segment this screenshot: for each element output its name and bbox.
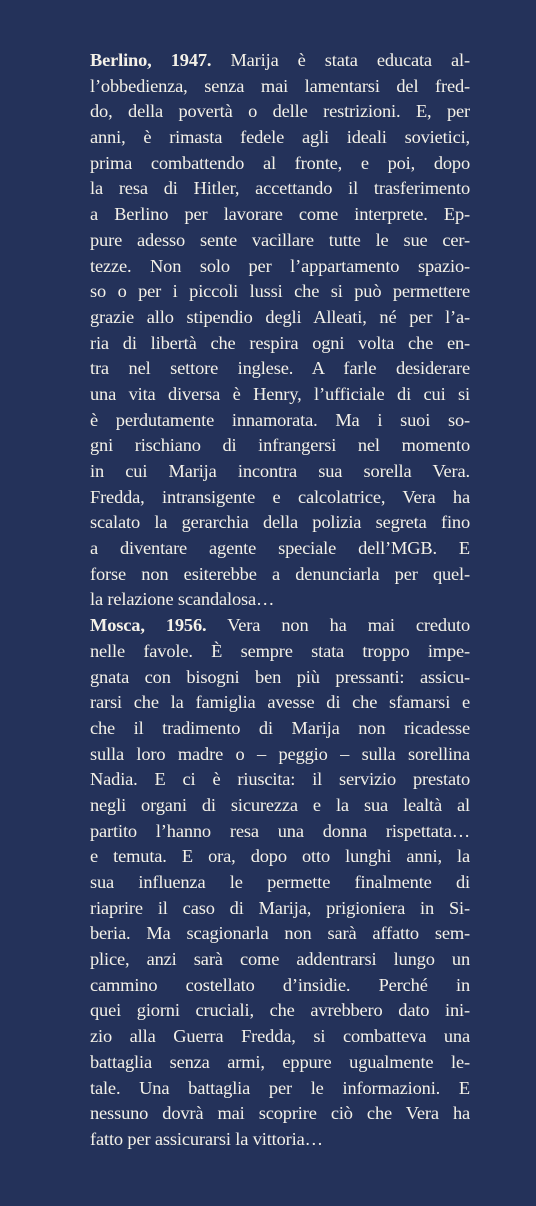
synopsis-line: tale. Una battaglia per le informazioni. E [90, 1077, 470, 1098]
synopsis-line: plice, anzi sarà come addentrarsi lungo un [90, 949, 470, 970]
synopsis-line: Nadia. E ci è riuscita: il servizio prestato [90, 769, 470, 790]
synopsis-line: anni, è rimasta fedele agli ideali sovietici, [90, 127, 470, 148]
synopsis-text [90, 48, 470, 1153]
synopsis-line: do, della povertà o delle restrizioni. E, per [90, 101, 470, 122]
synopsis-line: fatto per assicurarsi la vittoria… [90, 1128, 323, 1149]
synopsis-line: grazie allo stipendio degli Alleati, né per l’a- [90, 306, 470, 327]
synopsis-line: partito l’hanno resa una donna rispettata… [90, 820, 470, 841]
synopsis-line: gnata con bisogni ben più pressanti: assicu- [90, 666, 470, 687]
synopsis-line: quei giorni cruciali, che avrebbero dato ini- [90, 1000, 470, 1021]
synopsis-line: l’obbedienza, senza mai lamentarsi del fred- [90, 75, 470, 96]
synopsis-line [90, 48, 470, 74]
synopsis-line: cammino costellato d’insidie. Perché in [90, 974, 470, 995]
synopsis-line: Fredda, intransigente e calcolatrice, Vera ha [90, 486, 470, 507]
synopsis-line: so o per i piccoli lussi che si può permettere [90, 281, 470, 302]
synopsis-line: negli organi di sicurezza e la sua lealtà al [90, 794, 470, 815]
synopsis-line: è perdutamente innamorata. Ma i suoi so- [90, 409, 470, 430]
synopsis-line: a diventare agente speciale dell’MGB. E [90, 538, 470, 559]
synopsis-line: scalato la gerarchia della polizia segreta fino [90, 512, 470, 533]
synopsis-line: prima combattendo al fronte, e poi, dopo [90, 152, 470, 173]
synopsis-line: la resa di Hitler, accettando il trasferimento [90, 178, 470, 199]
synopsis-line: beria. Ma scagionarla non sarà affatto sem- [90, 923, 470, 944]
synopsis-line: sua influenza le permette finalmente di [90, 872, 470, 892]
synopsis-line: tezze. Non solo per l’appartamento spazio- [90, 255, 470, 276]
section-heading-mosca: Mosca, 1956. [90, 615, 207, 636]
synopsis-line: nessuno dovrà mai scoprire ciò che Vera ha [90, 1103, 470, 1124]
section-text: Vera non ha mai creduto [206, 615, 470, 636]
synopsis-line: in cui Marija incontra sua sorella Vera. [90, 461, 470, 481]
synopsis-line: nelle favole. È sempre stata troppo impe- [90, 640, 470, 661]
synopsis-line: che il tradimento di Marija non ricadesse [90, 717, 470, 738]
synopsis-line: ria di libertà che respira ogni volta che en- [90, 332, 470, 353]
synopsis-line: gni rischiano di infrangersi nel momento [90, 435, 470, 456]
synopsis-line: zio alla Guerra Fredda, si combatteva una [90, 1026, 470, 1047]
section-heading-berlino: Berlino, 1947. [90, 50, 212, 70]
synopsis-line [90, 613, 470, 639]
synopsis-line: sulla loro madre o – peggio – sulla sorellina [90, 743, 470, 764]
synopsis-line: forse non esiterebbe a denunciarla per quel- [90, 563, 470, 584]
synopsis-line: e temuta. E ora, dopo otto lunghi anni, la [90, 846, 470, 867]
synopsis-line: battaglia senza armi, eppure ugualmente le- [90, 1051, 470, 1072]
synopsis-line: pure adesso sente vacillare tutte le sue cer- [90, 229, 470, 250]
synopsis-line: una vita diversa è Henry, l’ufficiale di cui si [90, 383, 470, 404]
synopsis-line: a Berlino per lavorare come interprete. Ep- [90, 204, 470, 225]
synopsis-line: rarsi che la famiglia avesse di che sfamarsi e [90, 692, 470, 713]
synopsis-line: tra nel settore inglese. A farle desiderare [90, 358, 470, 379]
section-text: Marija è stata educata al- [211, 50, 470, 70]
synopsis-line: riaprire il caso di Marija, prigioniera in Si- [90, 897, 470, 918]
synopsis-line: la relazione scandalosa… [90, 589, 275, 610]
